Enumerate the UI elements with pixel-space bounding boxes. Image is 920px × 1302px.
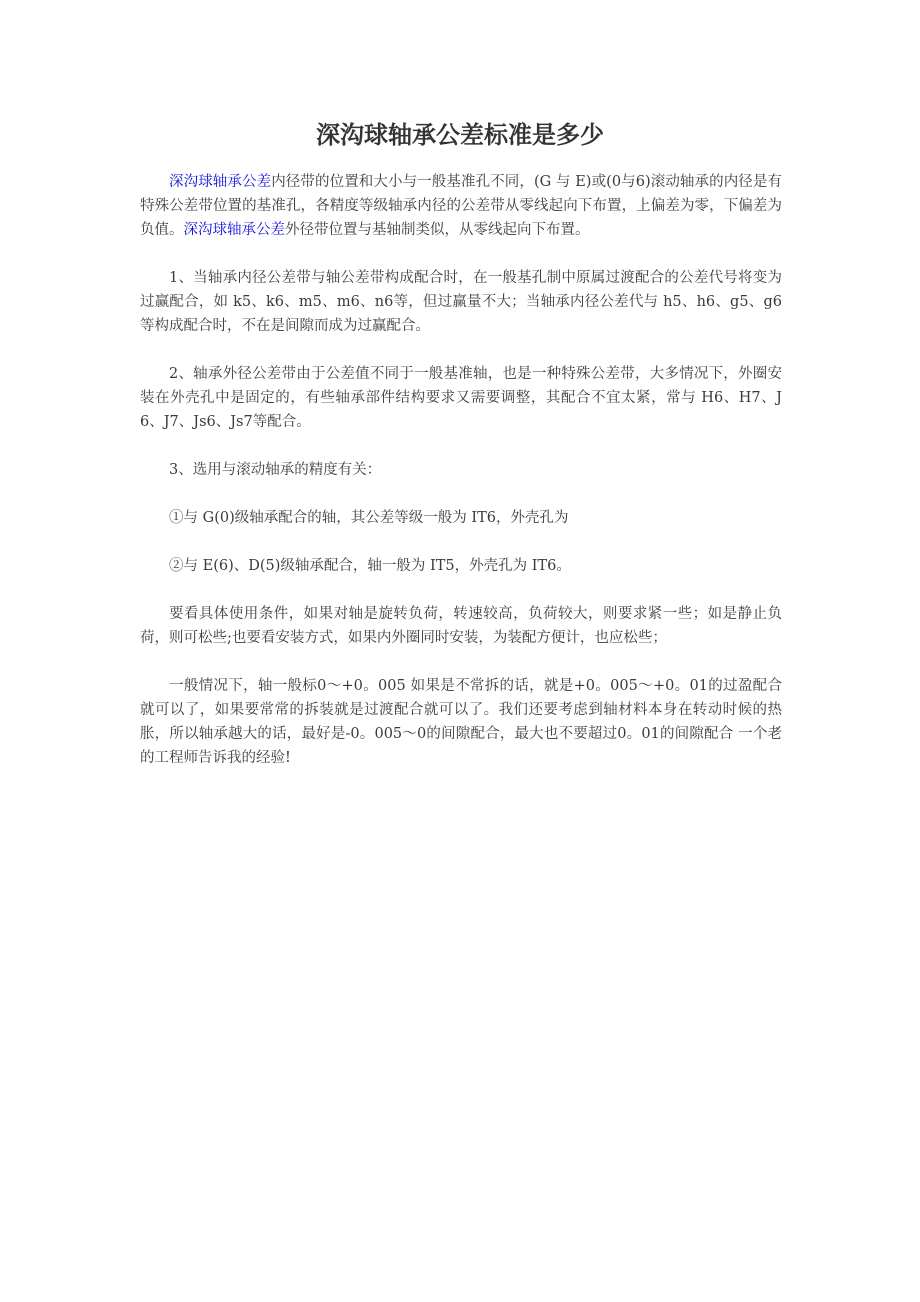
intro-text-1: 内径带的位置和大小与一般基准孔不同，(G 与 E)或(0与6)滚动轴承的内径是有特殊公差带位置的基准孔，各精度等级轴承内径的公差带从零线起向下布置，上偏差为零，下偏差为负值。 — [140, 174, 783, 238]
paragraph-general-advice: 一般情况下，轴一般标0～+0。005 如果是不常拆的话，就是+0。005～+0。01的过盈配合就可以了，如果要常常的拆装就是过渡配合就可以了。我们还要考虑到轴材料本身在转动时候的热胀，所以轴承越大的话，最好是-0。005～0的间隙配合，最大也不要超过0。01的间隙配合 一个老的工程师告诉我的经验! — [140, 678, 782, 766]
paragraph-item-3: 3、选用与滚动轴承的精度有关： — [169, 462, 382, 478]
intro-text-2: 外径带位置与基轴制类似，从零线起向下布置。 — [285, 222, 590, 238]
paragraph-subitem-2: ②与 E(6)、D(5)级轴承配合，轴一般为 IT5，外壳孔为 IT6。 — [169, 558, 571, 574]
paragraph-intro — [140, 170, 782, 242]
paragraph-item-1: 1、当轴承内径公差带与轴公差带构成配合时，在一般基孔制中原属过渡配合的公差代号将变为过赢配合，如 k5、k6、m5、m6、n6等，但过赢量不大；当轴承内径公差代与 h5、h6、g5、g6等构成配合时，不在是间隙而成为过赢配合。 — [140, 270, 782, 334]
paragraph-usage-conditions: 要看具体使用条件，如果对轴是旋转负荷，转速较高，负荷较大，则要求紧一些；如是静止负荷，则可松些;也要看安装方式，如果内外圈同时安装，为装配方便计，也应松些； — [140, 606, 782, 646]
paragraph-item-2: 2、轴承外径公差带由于公差值不同于一般基准轴，也是一种特殊公差带，大多情况下，外圈安装在外壳孔中是固定的，有些轴承部件结构要求又需要调整，其配合不宜太紧，常与 H6、H7、J6、J7、Js6、Js7等配合。 — [140, 366, 782, 430]
keyword-link-2[interactable]: 深沟球轴承公差 — [183, 222, 285, 238]
keyword-link-1[interactable]: 深沟球轴承公差 — [169, 174, 272, 190]
paragraph-subitem-1: ①与 G(0)级轴承配合的轴，其公差等级一般为 IT6，外壳孔为 — [169, 510, 569, 526]
document-body — [140, 170, 782, 794]
document-title: 深沟球轴承公差标准是多少 — [316, 120, 604, 149]
